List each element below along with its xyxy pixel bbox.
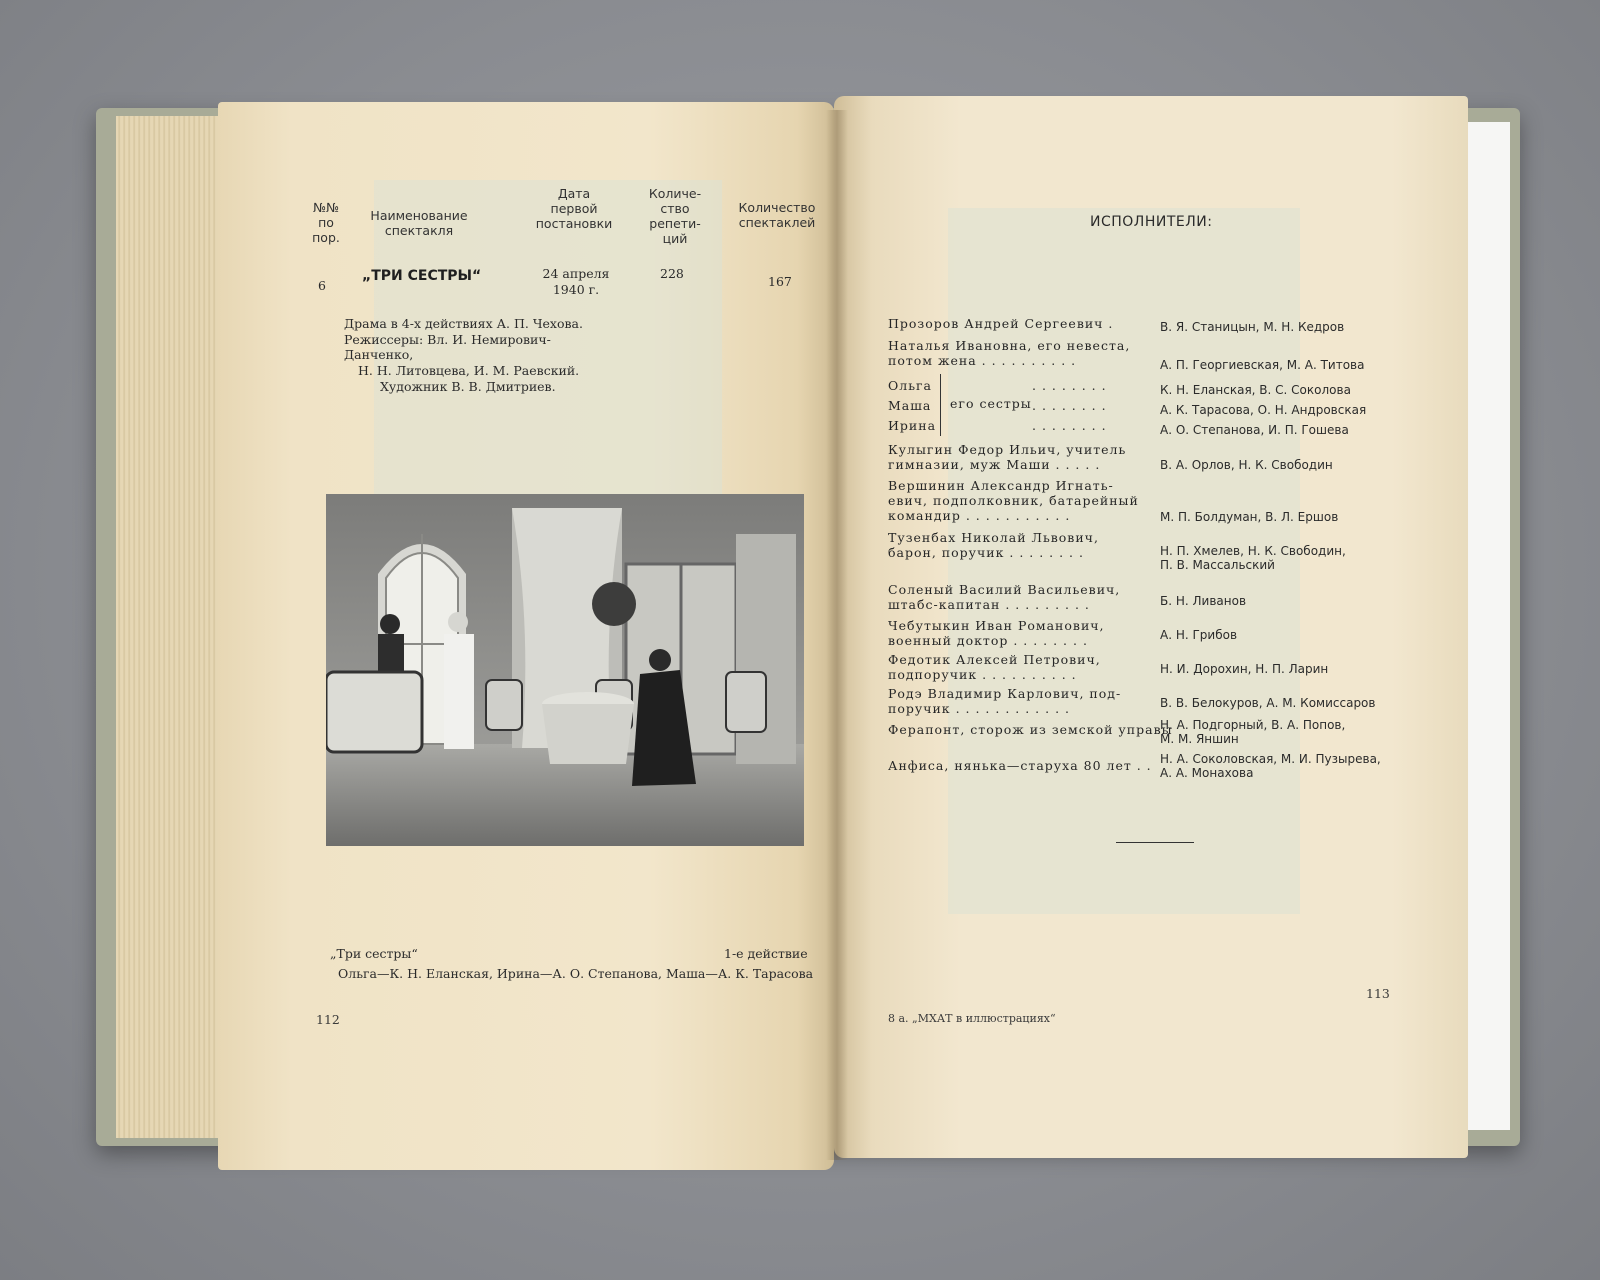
role-kulygin: Кулыгин Федор Ильич, учитель гимназии, муж Маши . . . . .	[888, 442, 1127, 472]
stage-scene-illustration	[326, 494, 804, 846]
actors-vershinin: М. П. Болдуман, В. Л. Ершов	[1160, 510, 1339, 524]
sisters-actors: К. Н. Еланская, В. С. Соколова А. К. Тарасова, О. Н. Андровская А. О. Степанова, И. П. Гошева	[1160, 383, 1367, 437]
caption-cast: Ольга—К. Н. Еланская, Ирина—А. О. Степанова, Маша—А. К. Тарасова	[338, 966, 814, 981]
header-date: Дата первой постановки	[535, 186, 613, 231]
role-tuzenbakh: Тузенбах Николай Львович, барон, поручик . . . . . . . .	[888, 530, 1099, 560]
right-page-stack	[1462, 122, 1510, 1130]
actors-prozorov: В. Я. Станицын, М. Н. Кедров	[1160, 320, 1345, 334]
actors-tuzenbakh: Н. П. Хмелев, Н. К. Свободин, П. В. Массальский	[1160, 544, 1346, 572]
sisters-names: Ольга Маша Ирина	[888, 378, 937, 433]
header-name: Наименование спектакля	[370, 208, 468, 238]
page-number-right: 113	[1366, 986, 1390, 1001]
role-anfisa: Анфиса, нянька—старуха 80 лет . .	[888, 758, 1152, 773]
signature-mark: 8 а. „МХАТ в иллюстрациях“	[888, 1012, 1056, 1025]
row-number: 6	[318, 278, 326, 293]
actors-chebutykin: А. Н. Грибов	[1160, 628, 1238, 642]
actors-anfisa: Н. А. Соколовская, М. И. Пузырева, А. А. Монахова	[1160, 752, 1381, 780]
role-natalya: Наталья Ивановна, его невеста, потом жена . . . . . . . . . .	[888, 338, 1131, 368]
actors-solyony: Б. Н. Ливанов	[1160, 594, 1247, 608]
caption-act: 1-е действие	[724, 946, 808, 961]
play-description: Драма в 4-х действиях А. П. Чехова. Режиссеры: Вл. И. Немирович-Данченко, Н. Н. Литовцева, И. М. Раевский. Художник В. В. Дмитриев.	[344, 316, 583, 394]
role-ferapont: Ферапонт, сторож из земской управы	[888, 722, 1173, 737]
header-rehearsals: Количе- ство репети- ций	[648, 186, 702, 246]
actors-ferapont: Н. А. Подгорный, В. А. Попов, М. М. Яншин	[1160, 718, 1346, 746]
header-performances: Количество спектаклей	[738, 200, 816, 230]
sisters-dots: . . . . . . . . . . . . . . . . . . . . . . . .	[1032, 378, 1107, 433]
caption-play: „Три сестры“	[330, 946, 418, 961]
role-rode: Родэ Владимир Карлович, под- поручик . . . . . . . . . . . .	[888, 686, 1122, 716]
performance-count: 167	[768, 274, 792, 289]
page-number-left: 112	[316, 1012, 340, 1027]
left-page-stack	[116, 116, 226, 1138]
role-chebutykin: Чебутыкин Иван Романович, военный доктор . . . . . . . .	[888, 618, 1105, 648]
role-solyony: Соленый Василий Васильевич, штабс-капитан . . . . . . . . .	[888, 582, 1121, 612]
cast-heading: ИСПОЛНИТЕЛИ:	[1090, 214, 1213, 230]
actors-kulygin: В. А. Орлов, Н. К. Свободин	[1160, 458, 1333, 472]
sisters-bracket	[940, 374, 941, 436]
play-title: „ТРИ СЕСТРЫ“	[362, 268, 482, 284]
end-rule	[1116, 842, 1194, 843]
actors-natalya: А. П. Георгиевская, М. А. Титова	[1160, 358, 1365, 372]
rehearsal-count: 228	[660, 266, 684, 281]
role-vershinin: Вершинин Александр Игнать- евич, подполковник, батарейный командир . . . . . . . . . . .	[888, 478, 1139, 523]
role-fedotik: Федотик Алексей Петрович, подпоручик . . . . . . . . . .	[888, 652, 1101, 682]
stage-photograph	[326, 494, 804, 846]
book-gutter	[826, 110, 848, 1160]
actors-fedotik: Н. И. Дорохин, Н. П. Ларин	[1160, 662, 1329, 676]
role-prozorov: Прозоров Андрей Сергеевич .	[888, 316, 1114, 331]
header-number: №№ по пор.	[312, 200, 340, 245]
premiere-date: 24 апреля 1940 г.	[542, 266, 610, 297]
actors-rode: В. В. Белокуров, А. М. Комиссаров	[1160, 696, 1376, 710]
sisters-label: его сестры	[950, 396, 1032, 411]
